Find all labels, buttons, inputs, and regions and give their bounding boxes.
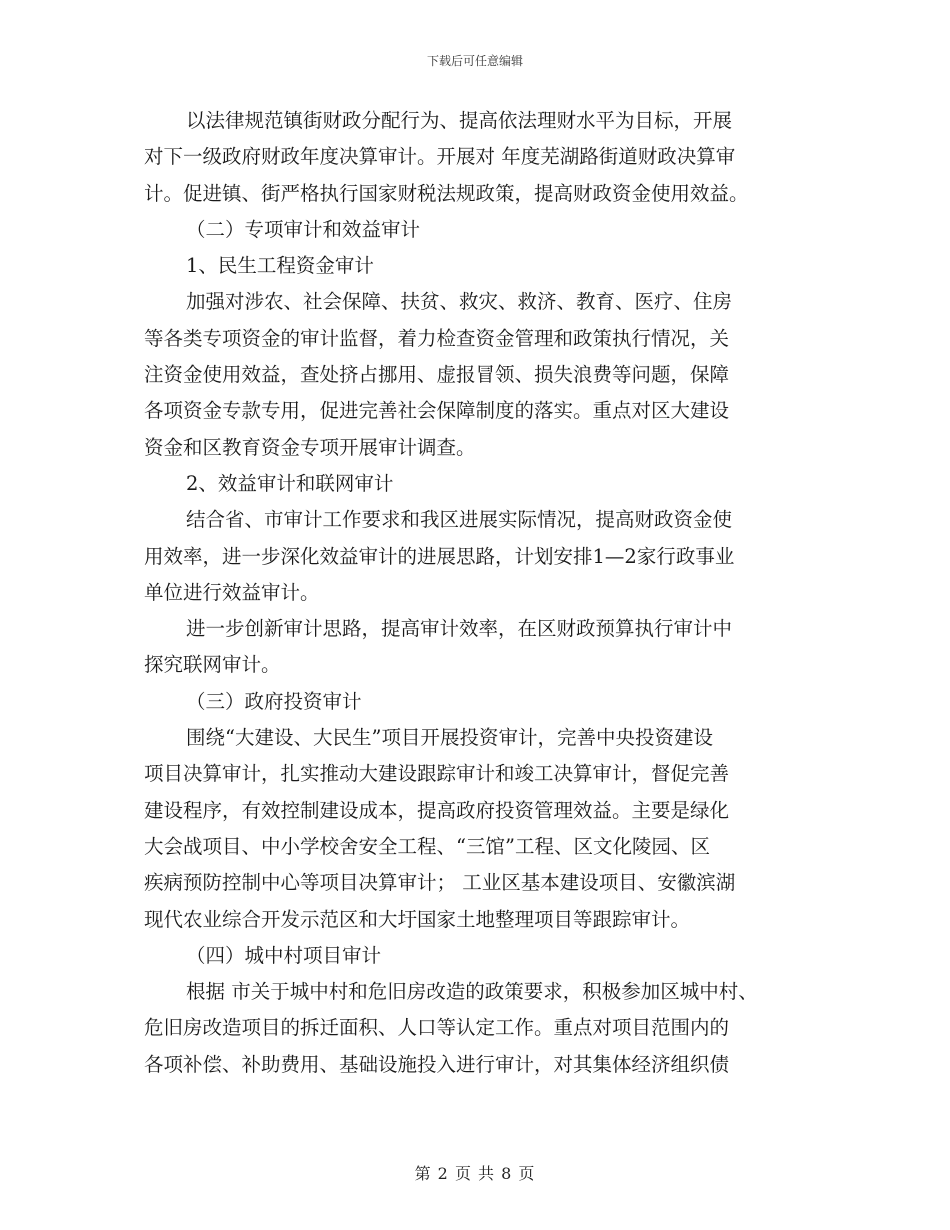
text-line: （三）政府投资审计 <box>186 689 362 713</box>
text-line: 对下一级政府财政年度决算审计。开展对 年度芜湖路街道财政决算审 <box>144 145 736 169</box>
text-line: 等各类专项资金的审计监督，着力检查资金管理和政策执行情况，关 <box>144 326 730 350</box>
text-line: 疾病预防控制中心等项目决算审计； 工业区基本建设项目、安徽滨湖 <box>144 871 736 895</box>
text-line: 1、民生工程资金审计 <box>186 254 374 278</box>
text-line: 探究联网审计。 <box>144 653 281 677</box>
text-line: （四）城中村项目审计 <box>186 943 382 967</box>
text-line: 单位进行效益审计。 <box>144 580 320 604</box>
page-header: 下载后可任意编辑 <box>426 54 523 68</box>
text-line: 进一步创新审计思路，提高审计效率，在区财政预算执行审计中 <box>186 617 733 641</box>
text-line: 结合省、市审计工作要求和我区进展实际情况，提高财政资金使 <box>186 508 733 532</box>
text-line: 用效率，进一步深化效益审计的进展思路，计划安排1—2家行政事业 <box>144 544 735 568</box>
text-line: 围绕“大建设、大民生”项目开展投资审计，完善中央投资建设 <box>186 726 713 750</box>
text-line: 建设程序，有效控制建设成本，提高政府投资管理效益。主要是绿化 <box>144 798 730 822</box>
text-line: 资金和区教育资金专项开展审计调查。 <box>144 435 476 459</box>
text-line: 根据 市关于城中村和危旧房改造的政策要求，积极参加区城中村、 <box>186 980 758 1004</box>
text-line: （二）专项审计和效益审计 <box>186 217 421 241</box>
text-line: 危旧房改造项目的拆迁面积、人口等认定工作。重点对项目范围内的 <box>144 1016 730 1040</box>
document-body <box>144 103 809 1083</box>
text-line: 各项补偿、补助费用、基础设施投入进行审计，对其集体经济组织债 <box>144 1052 730 1076</box>
text-line: 现代农业综合开发示范区和大圩国家土地整理项目等跟踪审计。 <box>144 907 691 931</box>
text-line: 注资金使用效益，查处挤占挪用、虚报冒领、损失浪费等问题，保障 <box>144 363 730 387</box>
text-line: 加强对涉农、社会保障、扶贫、救灾、救济、教育、医疗、住房 <box>186 290 733 314</box>
page-number: 第 2 页 共 8 页 <box>414 1164 536 1183</box>
text-line: 各项资金专款专用，促进完善社会保障制度的落实。重点对区大建设 <box>144 399 730 423</box>
text-line: 2、效益审计和联网审计 <box>186 471 394 495</box>
text-line: 计。促进镇、街严格执行国家财税法规政策，提高财政资金使用效益。 <box>144 181 749 205</box>
text-line: 项目决算审计，扎实推动大建设跟踪审计和竣工决算审计，督促完善 <box>144 762 730 786</box>
text-line: 大会战项目、中小学校舍安全工程、“三馆”工程、区文化陵园、区 <box>144 834 710 858</box>
text-line: 以法律规范镇街财政分配行为、提高依法理财水平为目标，开展 <box>186 109 733 132</box>
